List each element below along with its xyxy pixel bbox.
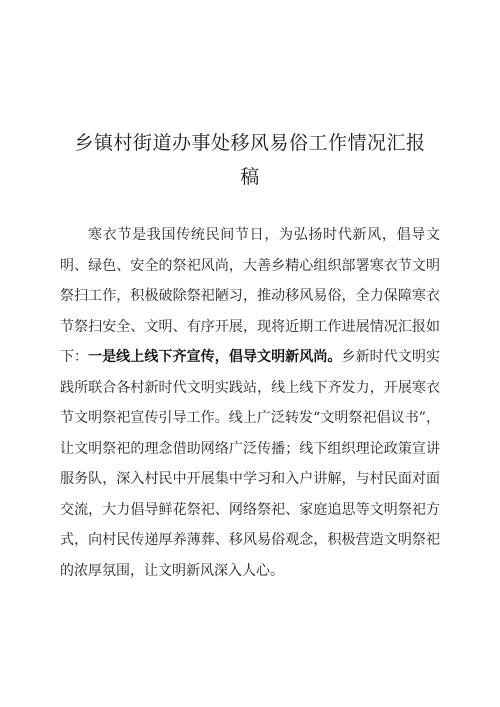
section-body: 乡新时代文明实践所联合各村新时代文明实践站，线上线下齐发力，开展寒衣节文明祭祀宣传引导工作。线上广泛转发“文明祭祀倡议书”，让文明祭祀的理念借助网络广泛传播；线下组织理论政策宣讲服务队，深入村民中开展集中学习和入户讲解，与村民面对面交流，大力倡导鲜花祭祀、网络祭祀、家庭追思等文明祭祀方式，向村民传递厚养薄葬、移风易俗观念，积极营造文明祭祀的浓厚氛围，让文明新风深入人心。 bbox=[60, 349, 440, 579]
paragraph-intro: 寒衣节是我国传统民间节日，为弘扬时代新风，倡导文明、绿色、安全的祭祀风尚，大善乡精心组织部署寒衣节文明祭扫工作，积极破除祭祀陋习，推动移风易俗，全力保障寒衣节祭扫安全、文明、有序开展，现将近期工作进展情况汇报如下： bbox=[60, 227, 440, 365]
document-title: 乡镇村街道办事处移风易俗工作情况汇报 bbox=[74, 132, 426, 154]
paragraph-section-1 bbox=[60, 342, 440, 586]
section-heading: 一是线上线下齐宣传，倡导文明新风尚。 bbox=[88, 349, 342, 365]
document-title-continuation: 稿 bbox=[240, 166, 260, 188]
